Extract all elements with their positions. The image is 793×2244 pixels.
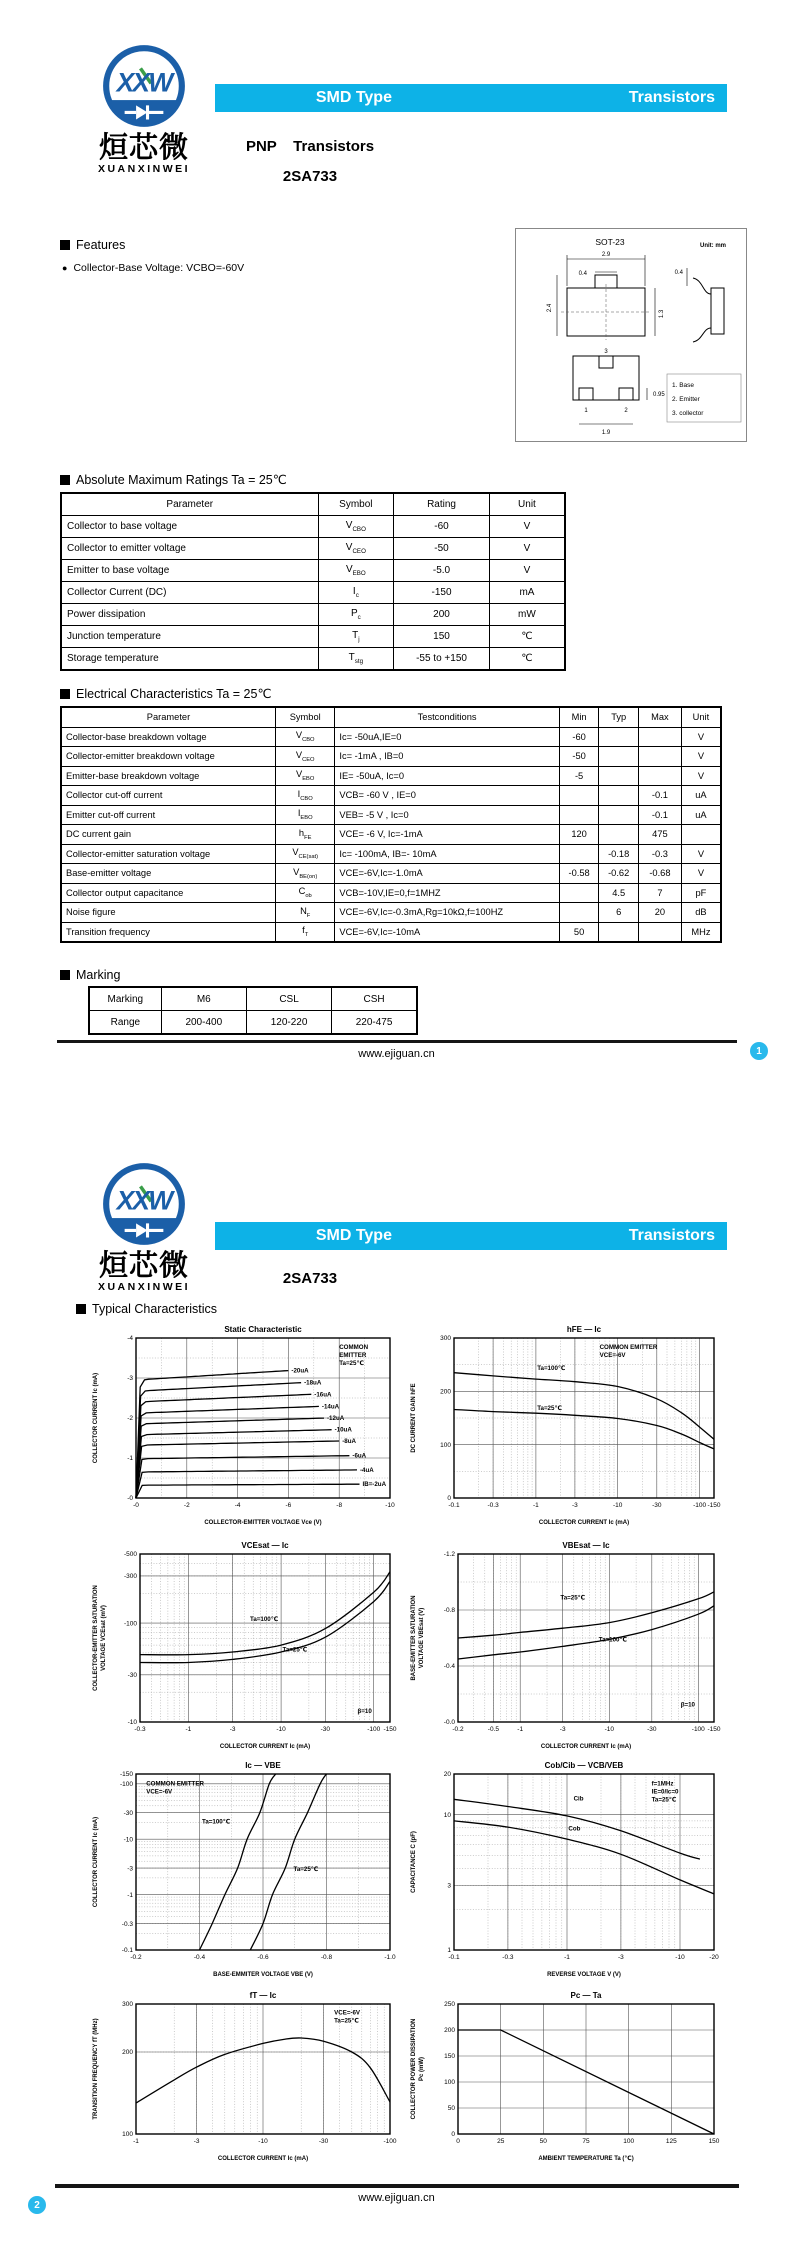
svg-text:-10: -10 bbox=[123, 1836, 133, 1844]
header-bar-right: Transistors bbox=[628, 1227, 715, 1244]
square-bullet-icon bbox=[60, 970, 70, 980]
svg-text:-10: -10 bbox=[675, 1954, 685, 1961]
square-bullet-icon bbox=[60, 689, 70, 699]
svg-text:100: 100 bbox=[623, 2138, 635, 2145]
dot-bullet-icon: ● bbox=[62, 263, 68, 273]
typical-characteristics-heading: Typical Characteristics bbox=[76, 1302, 217, 1316]
brand-logo bbox=[78, 42, 210, 175]
svg-text:-3: -3 bbox=[572, 1502, 578, 1509]
svg-text:Ta=100℃: Ta=100℃ bbox=[202, 1818, 231, 1826]
page-number-badge: 1 bbox=[750, 1042, 768, 1060]
svg-text:-100: -100 bbox=[691, 1726, 705, 1733]
svg-text:-1: -1 bbox=[564, 1954, 570, 1961]
page-number-badge: 2 bbox=[28, 2196, 46, 2214]
svg-text:-6uA: -6uA bbox=[352, 1452, 367, 1460]
footer-rule bbox=[57, 1040, 737, 1043]
svg-text:-10: -10 bbox=[385, 1502, 395, 1509]
svg-text:COLLECTOR CURRENT Ic (mA): COLLECTOR CURRENT Ic (mA) bbox=[219, 1744, 311, 1750]
svg-text:-100: -100 bbox=[119, 1781, 133, 1788]
chart-vcesat-vs-ic bbox=[90, 1538, 402, 1752]
svg-text:-16uA: -16uA bbox=[314, 1391, 332, 1399]
svg-text:-0.1: -0.1 bbox=[121, 1947, 133, 1955]
svg-text:-1: -1 bbox=[533, 1502, 539, 1509]
svg-text:Ta=25℃: Ta=25℃ bbox=[334, 2017, 359, 2025]
chart-hfe-vs-ic bbox=[408, 1322, 726, 1528]
footer-url: www.ejiguan.cn bbox=[358, 1048, 435, 1060]
svg-text:-1: -1 bbox=[133, 2138, 139, 2145]
chart-pc-vs-ta bbox=[408, 1988, 726, 2164]
svg-text:COLLECTOR POWER DISSIPATION: COLLECTOR POWER DISSIPATION bbox=[411, 2018, 417, 2120]
svg-text:hFE — Ic: hFE — Ic bbox=[566, 1325, 602, 1334]
table-row: Base-emitter voltage $V_{BE(on)}$ VCE=-6V,Ic=-1.0mA -0.58 -0.62 -0.68 V bbox=[61, 864, 721, 884]
table-row: Power dissipation $P_c$ 200 mW bbox=[61, 604, 565, 626]
svg-text:-0.4: -0.4 bbox=[443, 1663, 455, 1671]
table-row: Collector-emitter breakdown voltage $V_{CEO}$ Ic= -1mA , IB=0 -50 V bbox=[61, 747, 721, 767]
table-row: Collector output capacitance $C_{ob}$ VCB=-10V,IE=0,f=1MHZ 4.5 7 pF bbox=[61, 883, 721, 903]
svg-text:COLLECTOR-EMITTER VOLTAGE Vc: COLLECTOR-EMITTER VOLTAGE Vce (V) bbox=[204, 1520, 322, 1526]
table-row: Collector to base voltage $V_{CBO}$ -60 V bbox=[61, 516, 565, 538]
svg-text:-3: -3 bbox=[229, 1726, 236, 1733]
svg-text:VCE=-6V: VCE=-6V bbox=[334, 2009, 361, 2017]
svg-text:REVERSE VOLTAGE V (V): REVERSE VOLTAGE V (V) bbox=[547, 1972, 621, 1978]
svg-text:-1: -1 bbox=[185, 1726, 192, 1733]
pin-legend-emitter: 2. Emitter bbox=[672, 396, 700, 403]
elec-table bbox=[60, 706, 722, 943]
svg-text:IB=-2uA: IB=-2uA bbox=[362, 1481, 387, 1489]
table-row: Junction temperature $T_j$ 150 ℃ bbox=[61, 626, 565, 648]
xxw-logo-icon bbox=[100, 42, 188, 130]
svg-text:Ta=25℃: Ta=25℃ bbox=[651, 1796, 677, 1804]
table-row: Noise figure $N_F$ VCE=-6V,Ic=-0.3mA,Rg=10kΩ,f=100HZ 6 20 dB bbox=[61, 903, 721, 923]
svg-text:25: 25 bbox=[497, 2138, 505, 2145]
svg-text:125: 125 bbox=[665, 2138, 677, 2145]
chart-ft-vs-ic bbox=[90, 1988, 402, 2164]
svg-text:-0.3: -0.3 bbox=[502, 1954, 514, 1961]
svg-text:-1: -1 bbox=[127, 1455, 133, 1463]
dim-pitch: 1.9 bbox=[601, 430, 611, 436]
svg-text:COLLECTOR CURRENT Ic (mA): COLLECTOR CURRENT Ic (mA) bbox=[93, 1372, 99, 1464]
svg-text:COLLECTOR CURRENT Ic (mA): COLLECTOR CURRENT Ic (mA) bbox=[217, 2156, 309, 2162]
svg-text:-30: -30 bbox=[318, 2138, 329, 2145]
table-row: Collector cut-off current $I_{CBO}$ VCB= -60 V , IE=0 -0.1 uA bbox=[61, 786, 721, 806]
svg-text:Ta=25℃: Ta=25℃ bbox=[537, 1405, 562, 1412]
svg-text:300: 300 bbox=[122, 2001, 133, 2009]
svg-text:300: 300 bbox=[440, 1335, 451, 1343]
marking-heading: Marking bbox=[60, 968, 120, 982]
elec-table-body bbox=[61, 727, 721, 942]
svg-text:-20: -20 bbox=[709, 1954, 719, 1961]
svg-text:VCE=-6V: VCE=-6V bbox=[146, 1788, 173, 1796]
table-row: DC current gain $h_{FE}$ VCE= -6 V, Ic=-1mA 120 475 bbox=[61, 825, 721, 845]
svg-text:-1.0: -1.0 bbox=[384, 1954, 396, 1961]
svg-text:TRANSITION FREQUENCY fT (M: TRANSITION FREQUENCY fT (MHz) bbox=[93, 2018, 99, 2120]
svg-text:Ta=100℃: Ta=100℃ bbox=[598, 1636, 628, 1644]
page-2 bbox=[0, 1122, 793, 2244]
svg-text:-100: -100 bbox=[693, 1502, 707, 1509]
pad-number-3: 3 bbox=[604, 349, 608, 355]
chart-static-characteristic bbox=[90, 1322, 402, 1528]
svg-text:200: 200 bbox=[440, 1388, 451, 1396]
svg-text:-1: -1 bbox=[127, 1891, 133, 1899]
svg-text:-0.3: -0.3 bbox=[134, 1726, 146, 1733]
svg-text:XXW: XXW bbox=[116, 67, 172, 98]
svg-text:VBEsat — Ic: VBEsat — Ic bbox=[562, 1541, 610, 1550]
svg-text:COLLECTOR CURRENT Ic (mA): COLLECTOR CURRENT Ic (mA) bbox=[93, 1816, 99, 1908]
svg-text:50: 50 bbox=[539, 2138, 547, 2145]
svg-text:Cib: Cib bbox=[573, 1795, 584, 1803]
svg-text:f=1MHz: f=1MHz bbox=[651, 1780, 674, 1788]
svg-text:3: 3 bbox=[447, 1882, 451, 1890]
svg-text:-0.3: -0.3 bbox=[487, 1502, 499, 1509]
svg-text:-10: -10 bbox=[258, 2138, 268, 2145]
dim-lead: 0.4 bbox=[674, 270, 683, 276]
svg-text:100: 100 bbox=[444, 2079, 455, 2087]
svg-text:-0: -0 bbox=[127, 1495, 133, 1503]
svg-text:VOLTAGE VBEsat (V): VOLTAGE VBEsat (V) bbox=[419, 1607, 425, 1669]
svg-text:-10: -10 bbox=[612, 1502, 623, 1509]
svg-text:-0.4: -0.4 bbox=[193, 1954, 206, 1961]
svg-text:-10: -10 bbox=[604, 1726, 615, 1733]
svg-text:-4: -4 bbox=[127, 1335, 133, 1343]
svg-text:200: 200 bbox=[444, 2027, 455, 2035]
svg-text:VOLTAGE VCEsat (mV): VOLTAGE VCEsat (mV) bbox=[101, 1605, 107, 1671]
table-row: Emitter to base voltage $V_{EBO}$ -5.0 V bbox=[61, 560, 565, 582]
svg-text:-18uA: -18uA bbox=[304, 1379, 322, 1387]
elec-table-head bbox=[61, 707, 721, 727]
svg-text:250: 250 bbox=[444, 2001, 455, 2009]
svg-text:-0.2: -0.2 bbox=[130, 1954, 142, 1961]
table-row: Emitter-base breakdown voltage $V_{EBO}$ IE= -50uA, Ic=0 -5 V bbox=[61, 766, 721, 786]
xxw-logo-icon bbox=[100, 1160, 188, 1248]
footer-url: www.ejiguan.cn bbox=[358, 2192, 435, 2204]
table-row: Collector Current (DC) $I_c$ -150 mA bbox=[61, 582, 565, 604]
svg-text:fT — Ic: fT — Ic bbox=[249, 1991, 277, 2000]
svg-text:-0: -0 bbox=[133, 1502, 139, 1509]
svg-text:-0.3: -0.3 bbox=[121, 1920, 133, 1928]
svg-text:β=10: β=10 bbox=[357, 1708, 372, 1716]
abs-max-table bbox=[60, 492, 566, 671]
svg-text:COMMON EMITTER: COMMON EMITTER bbox=[146, 1780, 204, 1788]
svg-text:-3: -3 bbox=[127, 1375, 133, 1383]
svg-text:Ta=100℃: Ta=100℃ bbox=[250, 1616, 279, 1624]
svg-text:-8uA: -8uA bbox=[342, 1438, 356, 1445]
abs-max-table-body bbox=[61, 516, 565, 671]
table-row: Range 200-400 120-220 220-475 bbox=[89, 1011, 417, 1035]
svg-text:-30: -30 bbox=[647, 1726, 657, 1733]
header-bar bbox=[215, 1222, 727, 1250]
svg-text:-0.2: -0.2 bbox=[452, 1726, 464, 1733]
svg-text:COLLECTOR CURRENT Ic (mA): COLLECTOR CURRENT Ic (mA) bbox=[538, 1520, 630, 1526]
svg-text:0: 0 bbox=[447, 1495, 451, 1503]
svg-text:-0.8: -0.8 bbox=[320, 1954, 333, 1961]
svg-text:50: 50 bbox=[447, 2105, 455, 2113]
brand-name-cn: 烜芯微 bbox=[98, 1250, 189, 1282]
svg-text:-3: -3 bbox=[559, 1726, 566, 1733]
svg-text:Pc — Ta: Pc — Ta bbox=[570, 1991, 602, 2000]
table-row: Collector-base breakdown voltage $V_{CBO}$ Ic= -50uA,IE=0 -60 V bbox=[61, 727, 721, 747]
svg-text:100: 100 bbox=[122, 2131, 133, 2139]
svg-text:-10: -10 bbox=[276, 1726, 286, 1733]
table-row: Marking M6 CSL CSH bbox=[89, 987, 417, 1011]
package-unit: Unit: mm bbox=[700, 243, 726, 249]
package-drawing bbox=[515, 228, 747, 445]
elec-heading: Electrical Characteristics Ta = 25℃ bbox=[60, 686, 271, 701]
svg-text:0: 0 bbox=[456, 2138, 460, 2145]
svg-text:-30: -30 bbox=[127, 1672, 137, 1679]
svg-text:-8: -8 bbox=[336, 1502, 343, 1509]
marking-table bbox=[88, 986, 418, 1035]
svg-text:-150: -150 bbox=[707, 1726, 721, 1733]
svg-text:150: 150 bbox=[708, 2138, 720, 2145]
svg-text:-0.8: -0.8 bbox=[443, 1607, 455, 1615]
svg-text:BASE-EMMITER VOLTAGE VBE (: BASE-EMMITER VOLTAGE VBE (V) bbox=[213, 1972, 313, 1978]
part-number-title: 2SA733 bbox=[282, 168, 338, 185]
square-bullet-icon bbox=[76, 1304, 86, 1314]
svg-text:-0.0: -0.0 bbox=[443, 1719, 455, 1727]
brand-name-cn: 烜芯微 bbox=[98, 132, 189, 164]
table-row: Emitter cut-off current $I_{EBO}$ VEB= -5 V , Ic=0 -0.1 uA bbox=[61, 805, 721, 825]
svg-text:IE=0/Ic=0: IE=0/Ic=0 bbox=[651, 1788, 679, 1796]
svg-text:-0.5: -0.5 bbox=[487, 1726, 500, 1733]
svg-text:-3: -3 bbox=[127, 1865, 133, 1873]
svg-text:-1: -1 bbox=[517, 1726, 524, 1733]
svg-text:COMMON EMITTER: COMMON EMITTER bbox=[599, 1344, 658, 1352]
svg-text:Cob: Cob bbox=[568, 1825, 581, 1833]
svg-text:-1.2: -1.2 bbox=[443, 1551, 455, 1559]
svg-text:-3: -3 bbox=[193, 2138, 200, 2145]
square-bullet-icon bbox=[60, 475, 70, 485]
table-row: Storage temperature $T_{stg}$ -55 to +150 ℃ bbox=[61, 648, 565, 671]
svg-text:AMBIENT TEMPERATURE Ta (℃): AMBIENT TEMPERATURE Ta (℃) bbox=[538, 2156, 634, 2162]
pad-number-1: 1 bbox=[584, 408, 588, 414]
svg-text:-150: -150 bbox=[707, 1502, 721, 1509]
table-header-row: Parameter Symbol Rating Unit bbox=[61, 493, 565, 516]
svg-text:Ta=25℃: Ta=25℃ bbox=[293, 1865, 319, 1873]
svg-text:COMMON: COMMON bbox=[339, 1344, 369, 1352]
device-type-title: PNP Transistors bbox=[245, 138, 375, 155]
pad-number-2: 2 bbox=[624, 408, 628, 414]
svg-text:150: 150 bbox=[444, 2053, 455, 2061]
svg-text:-0.6: -0.6 bbox=[257, 1954, 269, 1961]
svg-text:Pc (mW): Pc (mW) bbox=[419, 2057, 425, 2081]
svg-text:VCEsat — Ic: VCEsat — Ic bbox=[241, 1541, 289, 1550]
svg-text:-20uA: -20uA bbox=[291, 1367, 309, 1375]
chart-vbesat-vs-ic bbox=[408, 1538, 726, 1752]
svg-text:DC CURRENT GAIN hFE: DC CURRENT GAIN hFE bbox=[411, 1383, 417, 1453]
svg-text:-10uA: -10uA bbox=[334, 1426, 352, 1434]
header-bar-left: SMD Type bbox=[315, 1227, 392, 1244]
svg-text:-30: -30 bbox=[320, 1726, 331, 1733]
svg-text:20: 20 bbox=[443, 1771, 451, 1779]
svg-text:Ta=25℃: Ta=25℃ bbox=[282, 1646, 308, 1654]
feature-item: ● Collector-Base Voltage: VCBO=-60V bbox=[62, 262, 245, 274]
header-bar-left: SMD Type bbox=[315, 89, 392, 106]
svg-text:-0.1: -0.1 bbox=[448, 1502, 460, 1509]
svg-text:-3: -3 bbox=[618, 1954, 624, 1961]
dim-overall-height: 2.4 bbox=[547, 303, 553, 313]
svg-text:-6: -6 bbox=[285, 1502, 292, 1509]
chart-capacitance-vs-voltage bbox=[408, 1758, 726, 1980]
package-name: SOT-23 bbox=[595, 237, 625, 247]
brand-name-en: XUANXINWEI bbox=[97, 163, 191, 176]
svg-text:-100: -100 bbox=[383, 2138, 397, 2145]
svg-text:75: 75 bbox=[582, 2138, 590, 2145]
pin-legend-base: 1. Base bbox=[672, 382, 695, 389]
svg-text:-2: -2 bbox=[127, 1415, 133, 1423]
dim-body-height: 1.3 bbox=[659, 309, 665, 319]
svg-text:Ic — VBE: Ic — VBE bbox=[245, 1761, 281, 1770]
svg-text:-2: -2 bbox=[183, 1502, 190, 1509]
table-header-row: Parameter Symbol Testconditions Min Typ Max Unit bbox=[61, 707, 721, 727]
svg-text:-10: -10 bbox=[127, 1719, 137, 1727]
svg-text:-500: -500 bbox=[123, 1551, 137, 1559]
pin-legend-collector: 3. collector bbox=[672, 410, 704, 417]
svg-text:-14uA: -14uA bbox=[321, 1403, 340, 1411]
header-bar-right: Transistors bbox=[628, 89, 715, 106]
svg-text:EMITTER: EMITTER bbox=[339, 1352, 367, 1360]
dim-pad: 0.95 bbox=[653, 392, 665, 398]
table-row: Transition frequency $f_T$ VCE=-6V,Ic=-10mA 50 MHz bbox=[61, 922, 721, 942]
svg-text:-150: -150 bbox=[383, 1726, 397, 1733]
svg-text:-30: -30 bbox=[652, 1502, 662, 1509]
svg-text:-0.1: -0.1 bbox=[448, 1954, 460, 1961]
svg-text:β=10: β=10 bbox=[680, 1701, 695, 1709]
svg-text:-100: -100 bbox=[123, 1620, 137, 1628]
svg-text:CAPACITANCE C (pF): CAPACITANCE C (pF) bbox=[411, 1831, 417, 1893]
svg-text:BASE-EMITTER SATURATION: BASE-EMITTER SATURATION bbox=[411, 1595, 417, 1681]
svg-text:XXW: XXW bbox=[116, 1185, 172, 1216]
footer-rule bbox=[55, 2184, 739, 2188]
features-heading: Features bbox=[60, 238, 125, 252]
svg-text:-30: -30 bbox=[123, 1809, 133, 1817]
svg-text:200: 200 bbox=[122, 2049, 133, 2057]
svg-text:100: 100 bbox=[440, 1441, 451, 1449]
abs-max-heading: Absolute Maximum Ratings Ta = 25℃ bbox=[60, 472, 287, 487]
dim-tab-width: 0.4 bbox=[578, 271, 587, 277]
svg-text:Static Characteristic: Static Characteristic bbox=[224, 1325, 302, 1334]
part-number-title: 2SA733 bbox=[282, 1270, 338, 1287]
svg-text:Ta=25℃: Ta=25℃ bbox=[339, 1360, 364, 1368]
table-row: Collector-emitter saturation voltage $V_{CE(sat)}$ Ic= -100mA, IB=- 10mA -0.18 -0.3 V bbox=[61, 844, 721, 864]
brand-name-en: XUANXINWEI bbox=[97, 1281, 191, 1294]
svg-text:-300: -300 bbox=[123, 1573, 137, 1581]
svg-text:10: 10 bbox=[443, 1811, 451, 1819]
svg-text:Cob/Cib — VCB/VEB: Cob/Cib — VCB/VEB bbox=[544, 1761, 624, 1770]
svg-text:-150: -150 bbox=[119, 1771, 133, 1779]
table-row: Collector to emitter voltage $V_{CEO}$ -50 V bbox=[61, 538, 565, 560]
svg-text:-4: -4 bbox=[234, 1502, 241, 1509]
svg-text:VCE=-6V: VCE=-6V bbox=[599, 1352, 626, 1360]
svg-text:1: 1 bbox=[447, 1947, 451, 1955]
svg-text:-12uA: -12uA bbox=[327, 1415, 345, 1423]
svg-text:Ta=100℃: Ta=100℃ bbox=[537, 1365, 566, 1372]
abs-max-table-head bbox=[61, 493, 565, 516]
svg-text:0: 0 bbox=[451, 2131, 455, 2139]
svg-text:-4uA: -4uA bbox=[360, 1466, 374, 1474]
dim-body-width: 2.9 bbox=[601, 252, 611, 258]
svg-text:COLLECTOR-EMITTER SATURATION: COLLECTOR-EMITTER SATURATION bbox=[93, 1585, 99, 1691]
svg-text:Ta=25℃: Ta=25℃ bbox=[560, 1594, 586, 1602]
chart-ic-vs-vbe bbox=[90, 1758, 402, 1980]
header-bar bbox=[215, 84, 727, 112]
square-bullet-icon bbox=[60, 240, 70, 250]
svg-text:COLLECTOR CURRENT Ic (mA): COLLECTOR CURRENT Ic (mA) bbox=[540, 1744, 632, 1750]
svg-text:-100: -100 bbox=[367, 1726, 381, 1733]
marking-table-body bbox=[89, 987, 417, 1034]
